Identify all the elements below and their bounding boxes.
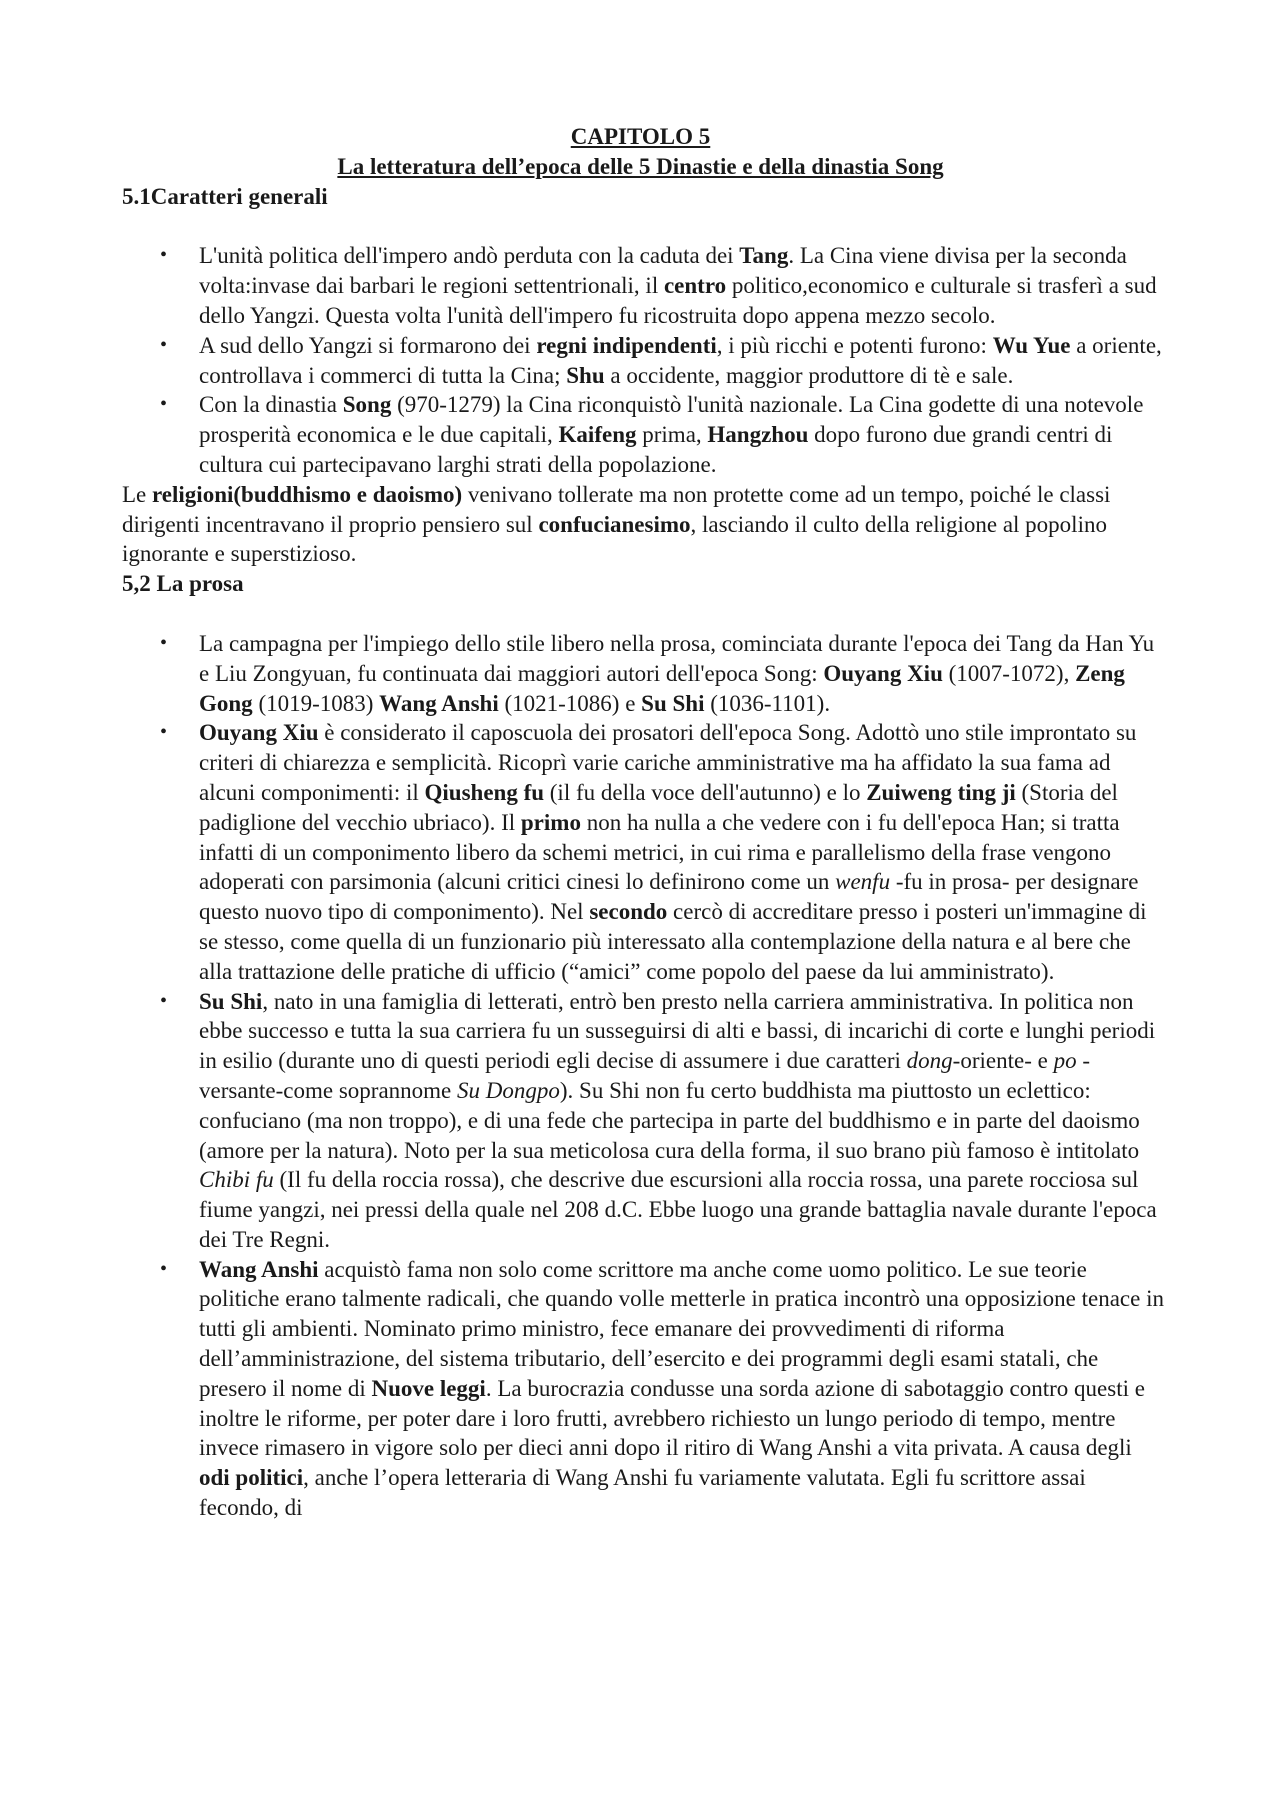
bold-run: Kaifeng (558, 422, 637, 448)
text-run: (970-1279) la Cina riconquistò l'unità nazionale. La Cina godette di una notevole prosperità economica e le due capitali, (199, 392, 1144, 448)
document-page (122, 122, 1167, 1523)
text-run: (1036-1101). (704, 690, 831, 716)
text-run: venivano tollerate ma non protette come ad un tempo, poiché le classi dirigenti incentravano il proprio pensiero sul (122, 481, 1111, 537)
text-run: -versante-come soprannome (199, 1048, 1090, 1103)
bold-run: Su Shi (199, 988, 263, 1014)
list-item (122, 629, 1167, 718)
bold-run: secondo (589, 899, 668, 925)
chapter-title: CAPITOLO 5 (570, 124, 711, 149)
text-run: ). Su Shi non fu certo buddhista ma piuttosto un eclettico: confuciano (ma non troppo), e di una fede che partecipa in parte del buddhismo e in parte del daoismo (amore per la natura). Noto per la sua meticolosa cura della forma, il suo brano più famoso è intitolato (199, 1077, 1140, 1163)
text-run: cercò di accreditare presso i posteri un'immagine di se stesso, come quella di un funzionario più interessato alla contemplazione della natura e al bere che alla trattazione delle pratiche di ufficio (“amici” come popolo del paese da lui amministrato). (199, 899, 1147, 984)
bold-run: Zeng Gong (199, 660, 1125, 716)
text-run: Con la dinastia (199, 392, 343, 418)
bold-run: Qiusheng fu (424, 779, 545, 805)
bold-run: Song (342, 392, 392, 418)
list-item (122, 718, 1167, 986)
text-run: non ha nulla a che vedere con i fu dell'epoca Han; si tratta infatti di un componimento libero da schemi metrici, in cui rima e parallelismo della frase vengono adoperati con parsimonia (alcuni critici cinesi lo definirono come un (199, 809, 1120, 895)
text-run: L'unità politica dell'impero andò perduta con la caduta dei (199, 243, 740, 269)
bold-run: religioni(buddhismo e daoismo) (152, 481, 463, 507)
bullet-icon: • (160, 989, 168, 1012)
text-run: (1007-1072), (942, 660, 1076, 686)
text-run: prima, (636, 422, 708, 448)
text-run: Le (122, 481, 153, 507)
bullet-icon: • (160, 721, 168, 744)
text-run: è considerato il caposcuola dei prosatori dell'epoca Song. Adottò uno stile improntato su criteri di chiarezza e semplicità. Ricoprì varie cariche amministrative ma ha affidato la sua fama ad alcuni componimenti: il (199, 720, 1137, 805)
bullet-list (122, 629, 1167, 1523)
bold-run: Nuove leggi (371, 1375, 486, 1401)
text-run: , lasciando il culto della religione al popolino ignorante e superstizioso. (122, 511, 1107, 567)
text-run: -oriente- e (952, 1048, 1054, 1074)
bullet-icon: • (160, 393, 168, 416)
bold-run: Ouyang Xiu (823, 660, 943, 686)
list-item (122, 241, 1167, 330)
text-run: a oriente, controllava i commerci di tutta la Cina; (199, 332, 1162, 388)
text-run: (il fu della voce dell'autunno) e lo (544, 779, 867, 805)
text-run: , i più ricchi e potenti furono: (716, 332, 993, 358)
italic-run: po (1053, 1048, 1077, 1074)
bold-run: centro (663, 273, 727, 299)
section-heading: 5.1Caratteri generali (122, 183, 328, 209)
italic-run: Chibi fu (199, 1167, 274, 1193)
paragraph (122, 480, 1167, 569)
bullet-list (122, 241, 1167, 479)
text-run: -fu in prosa- per designare questo nuovo tipo di componimento). Nel (199, 869, 1139, 925)
bold-run: Zuiweng ting ji (866, 779, 1016, 805)
bold-run: Hangzhou (707, 422, 809, 448)
bold-run: odi politici (199, 1465, 304, 1491)
bold-run: Ouyang Xiu (199, 720, 319, 746)
italic-run: wenfu (835, 869, 891, 895)
spacer (122, 211, 1167, 241)
bold-run: Wu Yue (992, 332, 1071, 358)
text-run: acquistò fama non solo come scrittore ma anche come uomo politico. Le sue teorie politiche erano talmente radicali, che quando volle metterle in pratica incontrò una opposizione tenace in tutti gli ambienti. Nominato primo ministro, fece emanare dei provvedimenti di riforma dell’amministrazione, del sistema tributario, dell’esercito e dei programmi degli esami statali, che presero il nome di (199, 1256, 1164, 1401)
text-run: , nato in una famiglia di letterati, entrò ben presto nella carriera amministrativa. In politica non ebbe successo e tutta la sua carriera fu un susseguirsi di alti e bassi, di incarichi di corte e lunghi periodi in esilio (durante uno di questi periodi egli decise di assumere i due caratteri (199, 988, 1156, 1074)
section-heading: 5,2 La prosa (122, 571, 244, 597)
text-run: a occidente, maggior produttore di tè e sale. (604, 362, 1014, 388)
text-run: A sud dello Yangzi si formarono dei (199, 332, 537, 358)
italic-run: dong (906, 1048, 953, 1074)
bullet-icon: • (160, 631, 168, 654)
list-item (122, 390, 1167, 479)
bold-run: Wang Anshi (379, 690, 499, 716)
text-run: (1021-1086) e (498, 690, 642, 716)
bullet-icon: • (160, 244, 168, 267)
list-item (122, 987, 1167, 1255)
bold-run: Tang (739, 243, 789, 269)
italic-run: Su Dongpo (457, 1077, 560, 1103)
list-item (122, 331, 1167, 391)
text-run: . La burocrazia condusse una sorda azione di sabotaggio contro questi e inoltre le riforme, per poter dare i loro frutti, avrebbero richiesto un lungo periodo di tempo, mentre invece rimasero in vigore solo per dieci anni dopo il ritiro di Wang Anshi a vita privata. A causa degli (199, 1375, 1145, 1461)
bullet-icon: • (160, 1257, 168, 1280)
bold-run: regni indipendenti (536, 332, 717, 358)
bold-run: Su Shi (641, 690, 705, 716)
bold-run: Wang Anshi (199, 1256, 319, 1282)
text-run: . La Cina viene divisa per la seconda volta:invase dai barbari le regioni settentrionali, il (199, 243, 1127, 299)
text-run: politico,economico e culturale si trasferì a sud dello Yangzi. Questa volta l'unità dell'impero fu ricostruita dopo appena mezzo secolo. (199, 273, 1157, 328)
bold-run: Shu (566, 362, 605, 388)
text-run: dopo furono due grandi centri di cultura cui partecipavano larghi strati della popolazione. (199, 422, 1113, 477)
bold-run: primo (520, 809, 581, 835)
text-run: (1019-1083) (252, 690, 380, 716)
spacer (122, 599, 1167, 629)
text-run: (Storia del padiglione del vecchio ubriaco). Il (199, 779, 1118, 835)
bold-run: confucianesimo (538, 511, 691, 537)
list-item (122, 1255, 1167, 1523)
text-run: (Il fu della roccia rossa), che descrive due escursioni alla roccia rossa, una parete rocciosa sul fiume yangzi, nei pressi della quale nel 208 d.C. Ebbe luogo una grande battaglia navale durante l'epoca dei Tre Regni. (199, 1167, 1157, 1252)
text-run: La campagna per l'impiego dello stile libero nella prosa, cominciata durante l'epoca dei Tang da Han Yu e Liu Zongyuan, fu continuata dai maggiori autori dell'epoca Song: (199, 630, 1155, 686)
bullet-icon: • (160, 333, 168, 356)
chapter-subtitle: La letteratura dell’epoca delle 5 Dinastie e della dinastia Song (337, 153, 944, 179)
text-run: , anche l’opera letteraria di Wang Anshi fu variamente valutata. Egli fu scrittore assai fecondo, di (199, 1465, 1086, 1521)
